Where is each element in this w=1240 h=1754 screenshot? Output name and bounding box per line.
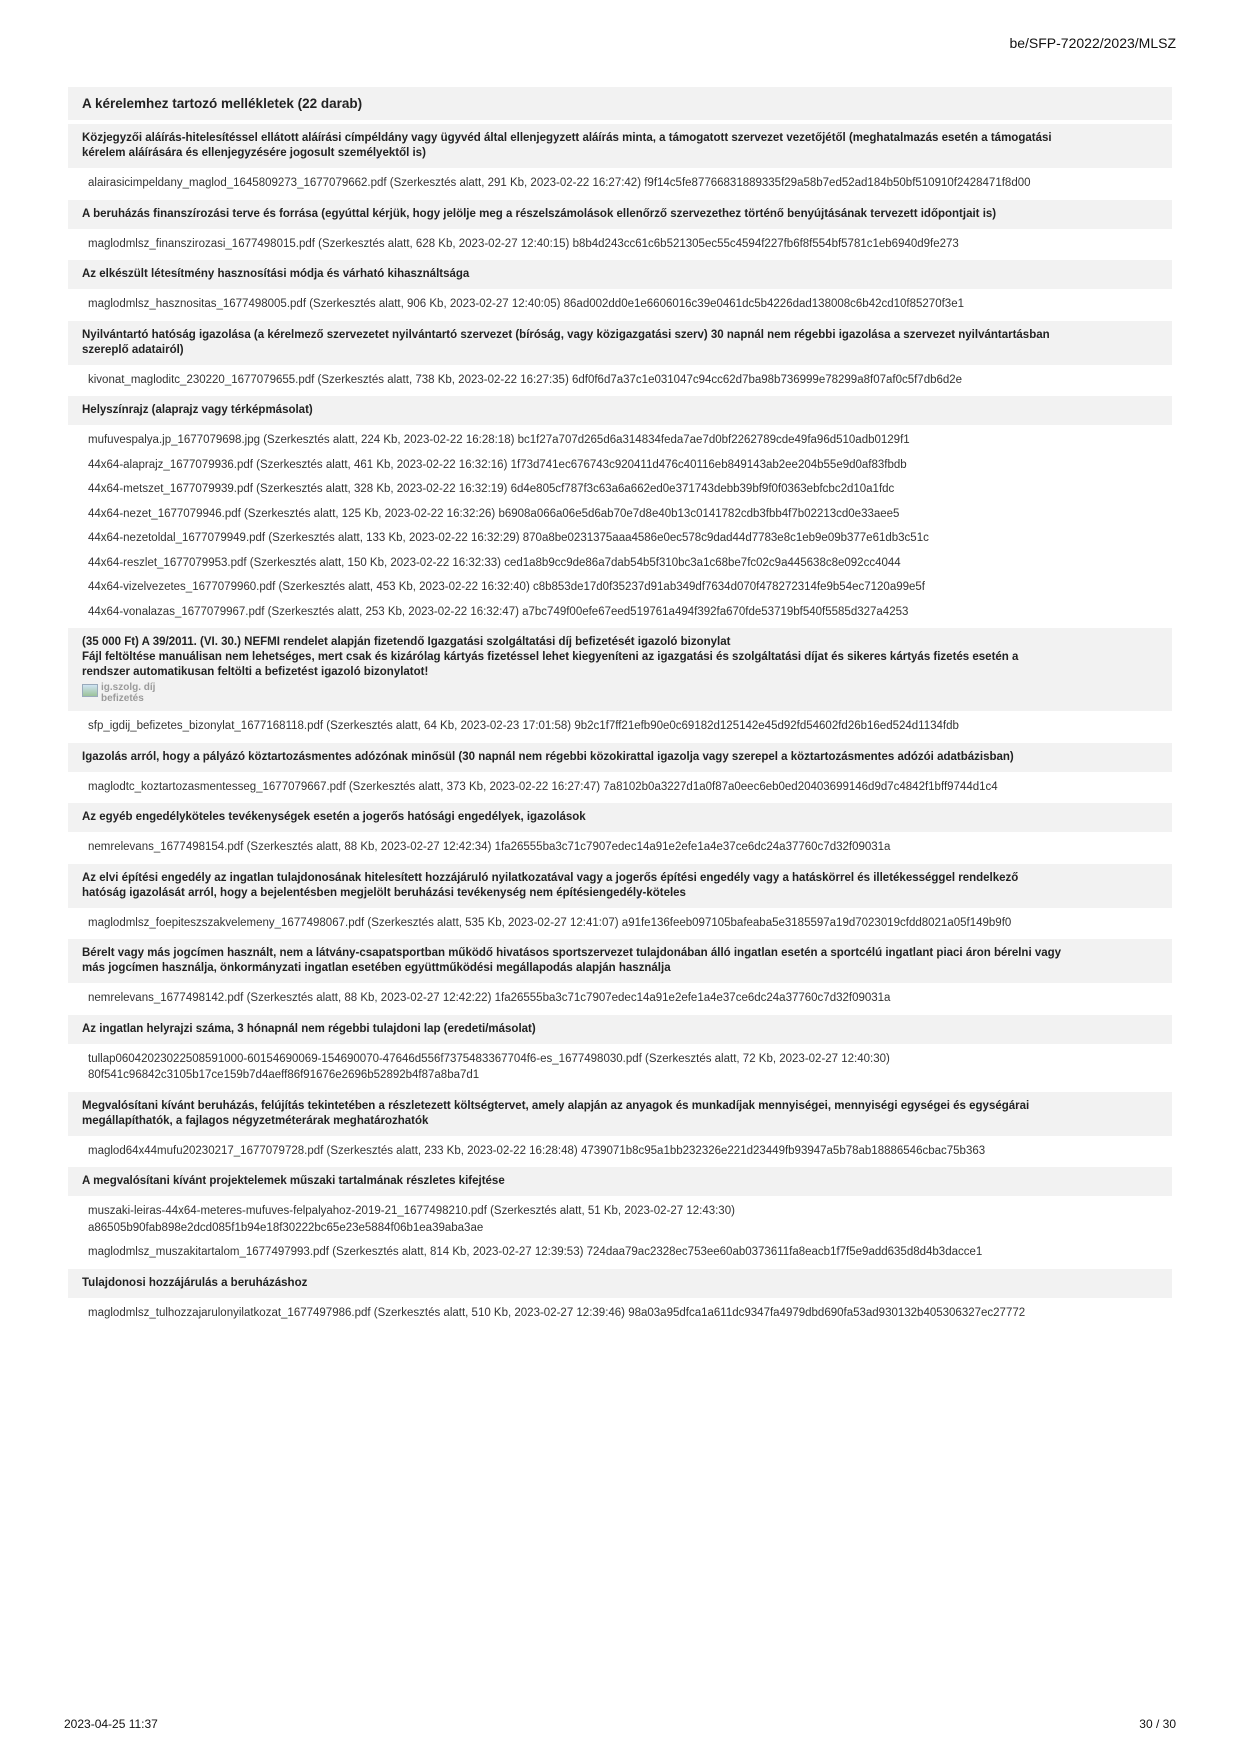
attachment-file	[68, 232, 1172, 257]
attachment-file	[68, 551, 1172, 576]
attachment-file-text: tullap06042023022508591000-60154690069-154690070-47646d556f7375483367704f6-es_1677498030.pdf (Szerkesztés alatt, 72 Kb, 2023-02-27 12:40:30)	[88, 1052, 890, 1065]
attachment-file	[68, 292, 1172, 317]
attachment-file	[68, 428, 1172, 453]
section-heading-line: megállapíthatók, a fajlagos négyzetméterárak meghatározhatók	[82, 1114, 429, 1127]
section-heading-line: kérelem aláírására és ellenjegyzésére jogosult személyektől is)	[82, 147, 426, 159]
attachment-file-text: 44x64-nezet_1677079946.pdf (Szerkesztés alatt, 125 Kb, 2023-02-22 16:32:26) b6908a066a06e5d6ab70e7d8e40b13c0141782cdb3fbb4f7b02213cd0e33aee5	[88, 507, 900, 520]
attachment-file-text: 44x64-vizelvezetes_1677079960.pdf (Szerkesztés alatt, 453 Kb, 2023-02-22 16:32:40) c8b853de17d0f35237d91ab349df7634d070f478272314fe9b54ec7120a99e5f	[88, 581, 925, 593]
attachment-file	[68, 1301, 1172, 1326]
section-heading	[68, 396, 1172, 425]
section-heading	[68, 321, 1172, 365]
attachment-file	[68, 1240, 1172, 1265]
attachment-file-text: nemrelevans_1677498154.pdf (Szerkesztés alatt, 88 Kb, 2023-02-27 12:42:34) 1fa26555ba3c71c7907edec14a91e2efe1a4e37ce6dc24a37760c7d32f09031a	[88, 841, 891, 853]
attachment-file-text: 80f541c96842c3105b17ce159b7d4aeff86f91676e2696b52892b4f87a8ba7d1	[88, 1069, 480, 1081]
attachment-file-text: maglodmlsz_muszakitartalom_1677497993.pdf (Szerkesztés alatt, 814 Kb, 2023-02-27 12:39:53) 724daa79ac2328ec753ee60ab0373611fa8eacb1f7f5e9add635d8d4b3dacce1	[88, 1246, 983, 1258]
attachment-file	[68, 1047, 1172, 1088]
attachment-file-text: 44x64-metszet_1677079939.pdf (Szerkesztés alatt, 328 Kb, 2023-02-22 16:32:19) 6d4e805cf787f3c63a6a662ed0e371743debb39bf9f0f0363ebfcbc2d10a1fdc	[88, 483, 895, 495]
attachment-file-text: 44x64-nezetoldal_1677079949.pdf (Szerkesztés alatt, 133 Kb, 2023-02-22 16:32:29) 870a8be0231375aaa4586e0ec578c9dad44d7783e8c1eb9e09b377e61db3c51c	[88, 532, 929, 544]
section-heading-line: A megvalósítani kívánt projektelemek műszaki tartalmának részletes kifejtése	[82, 1175, 505, 1187]
attachments-title: A kérelemhez tartozó mellékletek (22 darab)	[68, 87, 1172, 120]
section-heading-line: (35 000 Ft) A 39/2011. (VI. 30.) NEFMI rendelet alapján fizetendő Igazgatási szolgáltatási díj befizetését igazoló bizonylat	[82, 636, 731, 648]
attachment-file	[68, 1199, 1172, 1240]
attachment-file-text: 44x64-alaprajz_1677079936.pdf (Szerkesztés alatt, 461 Kb, 2023-02-22 16:32:16) 1f73d741ec676743c920411d476c40116eb849143ab2ee204b55e9d0af83fbdb	[88, 458, 907, 471]
section-heading	[68, 743, 1172, 772]
section-heading	[68, 200, 1172, 229]
attachment-file-text: alairasicimpeldany_maglod_1645809273_1677079662.pdf (Szerkesztés alatt, 291 Kb, 2023-02-22 16:27:42) f9f14c5fe87766831889335f29a58b7ed52ad184b50bf510910f2428471f8d00	[88, 177, 1031, 189]
broken-image-icon	[82, 684, 98, 697]
section-heading-line: Megvalósítani kívánt beruházás, felújítás tekintetében a részletezett költségtervet, amely alapján az anyagok és munkadíjak mennyiségei, mennyiségi egységei és egységárai	[82, 1099, 1030, 1112]
section-heading	[68, 1269, 1172, 1298]
attachment-file-text: maglodmlsz_finanszirozasi_1677498015.pdf (Szerkesztés alatt, 628 Kb, 2023-02-27 12:40:15) b8b4d243cc61c6b521305ec55c4594f227fb6f8f554bf5781c1eb6940d9fe273	[88, 237, 959, 250]
attachment-file-text: mufuvespalya.jp_1677079698.jpg (Szerkesztés alatt, 224 Kb, 2023-02-22 16:28:18) bc1f27a707d265d6a314834feda7ae7d0bf2262789cde49fa96d510adb0129f1	[88, 434, 910, 446]
attachment-file	[68, 575, 1172, 600]
attachments-list	[68, 87, 1172, 1325]
section-heading	[68, 864, 1172, 908]
attachment-file-text: a86505b90fab898e2dcd085f1b94e18f30222bc65e23e5884f06b1ea39aba3ae	[88, 1221, 484, 1234]
image-alt-text: befizetés	[101, 693, 144, 704]
attachment-file-text: kivonat_magloditc_230220_1677079655.pdf (Szerkesztés alatt, 738 Kb, 2023-02-22 16:27:35) 6df0f6d7a37c1e031047c94cc62d7ba98b736999e78299a8f07af0c5f7db6d2e	[88, 373, 963, 386]
attachment-file	[68, 171, 1172, 196]
section-heading	[68, 124, 1172, 168]
attachment-file	[68, 775, 1172, 800]
section-heading	[68, 1015, 1172, 1044]
section-heading-line: Helyszínrajz (alaprajz vagy térképmásolat)	[82, 404, 313, 416]
attachment-file	[68, 911, 1172, 936]
section-heading-line: Bérelt vagy más jogcímen használt, nem a látvány-csapatsportban működő hivatásos sportszervezet tulajdonában álló ingatlan esetén a sportcélú ingatlant piaci áron bérelni vagy	[82, 947, 1062, 959]
attachment-file	[68, 835, 1172, 860]
attachment-file-text: maglodmlsz_foepiteszszakvelemeny_1677498067.pdf (Szerkesztés alatt, 535 Kb, 2023-02-27 12:41:07) a91fe136feeb097105bafeaba5e3185597a19d7023019cfdd8021a05f149b9f0	[88, 916, 1012, 929]
attachment-file-text: muszaki-leiras-44x64-meteres-mufuves-felpalyahoz-2019-21_1677498210.pdf (Szerkesztés alatt, 51 Kb, 2023-02-27 12:43:30)	[88, 1205, 735, 1217]
attachment-file-text: 44x64-reszlet_1677079953.pdf (Szerkesztés alatt, 150 Kb, 2023-02-22 16:32:33) ced1a8b9cc9de86a7dab54b5f310bc3a1c68be7fc02c9a445638c8e092cc4044	[88, 556, 901, 569]
attachment-file-text: nemrelevans_1677498142.pdf (Szerkesztés alatt, 88 Kb, 2023-02-27 12:42:22) 1fa26555ba3c71c7907edec14a91e2efe1a4e37ce6dc24a37760c7d32f09031a	[88, 992, 891, 1004]
attachment-file	[68, 368, 1172, 393]
section-heading-line: Igazolás arról, hogy a pályázó köztartozásmentes adózónak minősül (30 napnál nem régebbi közokirattal igazolja vagy szerepel a köztartozásmentes adózói adatbázisban)	[82, 750, 1014, 763]
section-heading	[68, 1167, 1172, 1196]
section-heading	[68, 628, 1172, 711]
section-heading-line: szereplő adatairól)	[82, 343, 184, 356]
section-heading	[68, 939, 1172, 983]
section-heading-line: Az egyéb engedélyköteles tevékenységek esetén a jogerős hatósági engedélyek, igazolások	[82, 811, 586, 823]
attachment-file-text: maglod64x44mufu20230217_1677079728.pdf (Szerkesztés alatt, 233 Kb, 2023-02-22 16:28:48) 4739071b8c95a1bb232326e221d23449fb93947a5b78ab18886546cbac75b363	[88, 1144, 986, 1157]
attachment-file	[68, 453, 1172, 478]
attachment-file-text: maglodtc_koztartozasmentesseg_1677079667.pdf (Szerkesztés alatt, 373 Kb, 2023-02-22 16:27:47) 7a8102b0a3227d1a0f87a0eec6eb0ed20403699146d9d7c4842f1bff9744d1c4	[88, 780, 998, 793]
image-alt-text: ig.szolg. díj	[101, 682, 156, 693]
attachment-file	[68, 477, 1172, 502]
attachment-file-text: sfp_igdij_befizetes_bizonylat_1677168118.pdf (Szerkesztés alatt, 64 Kb, 2023-02-23 17:01:58) 9b2c1f7ff21efb90e0c69182d125142e45d92fd54602fd26b16ed524d1134fdb	[88, 720, 959, 732]
attachment-file	[68, 526, 1172, 551]
document-reference: be/SFP-72022/2023/MLSZ	[1009, 35, 1176, 51]
section-heading-line: Tulajdonosi hozzájárulás a beruházáshoz	[82, 1276, 308, 1289]
section-heading-line: rendszer automatikusan feltölti a befizetést igazoló bizonylatot!	[82, 666, 429, 678]
attachment-file	[68, 600, 1172, 625]
attachment-file	[68, 1139, 1172, 1164]
section-heading	[68, 260, 1172, 289]
footer-timestamp: 2023-04-25 11:37	[64, 1717, 158, 1731]
section-heading-line: Az elkészült létesítmény hasznosítási módja és várható kihasználtsága	[82, 268, 470, 280]
section-heading-line: Az ingatlan helyrajzi száma, 3 hónapnál nem régebbi tulajdoni lap (eredeti/másolat)	[82, 1022, 536, 1035]
attachment-file-text: 44x64-vonalazas_1677079967.pdf (Szerkesztés alatt, 253 Kb, 2023-02-22 16:32:47) a7bc749f00efe67eed519761a494f392fa670fde53719bf540f5585d327a4253	[88, 605, 909, 618]
attachment-file-text: maglodmlsz_hasznositas_1677498005.pdf (Szerkesztés alatt, 906 Kb, 2023-02-27 12:40:05) 86ad002dd0e1e6606016c39e0461dc5b4226dad138008c6b42cd10f85270f3e1	[88, 298, 964, 310]
attachment-file-text: maglodmlsz_tulhozzajarulonyilatkozat_1677497986.pdf (Szerkesztés alatt, 510 Kb, 2023-02-27 12:39:46) 98a03a95dfca1a611dc9347fa4979dbd690fa53ad930132b405306327ec27772	[88, 1306, 1026, 1319]
section-heading-line: más jogcímen használja, önkormányzati ingatlan esetében együttműködési megállapodás alapján használja	[82, 962, 671, 974]
payment-image-placeholder	[82, 682, 1158, 704]
section-heading-line: Fájl feltöltése manuálisan nem lehetséges, mert csak és kizárólag kártyás fizetéssel lehet kiegyeníteni az igazgatási és szolgáltatási díjat és sikeres kártyás fizetés esetén a	[82, 651, 1019, 663]
section-heading-line: Közjegyzői aláírás-hitelesítéssel ellátott aláírási címpéldány vagy ügyvéd által ellenjegyzett aláírás minta, a támogatott szervezet vezetőjétől (meghatalmazás esetén a támogatási	[82, 132, 1052, 144]
section-heading-line: Az elvi építési engedély az ingatlan tulajdonosának hitelesített hozzájáruló nyilatkozatával vagy a jogerős építési engedély vagy a hatáskörrel és illetékességgel rendelkező	[82, 871, 1019, 884]
section-heading-line: A beruházás finanszírozási terve és forrása (egyúttal kérjük, hogy jelölje meg a részelszámolások ellenőrző szervezethez történő benyújtásának tervezett időpontjait is)	[82, 207, 997, 220]
section-heading-line: Nyilvántartó hatóság igazolása (a kérelmező szervezetet nyilvántartó szervezet (bíróság, vagy közigazgatási szerv) 30 napnál nem régebbi igazolása a szervezet nyilvántartásban	[82, 328, 1050, 341]
page-number: 30 / 30	[1139, 1717, 1176, 1731]
section-heading	[68, 1092, 1172, 1136]
section-heading-line: hatóság igazolását arról, hogy a bejelentésben megjelölt beruházási tevékenység nem építésiengedély-köteles	[82, 886, 686, 899]
section-heading	[68, 803, 1172, 832]
attachment-file	[68, 502, 1172, 527]
attachment-file	[68, 986, 1172, 1011]
attachment-file	[68, 714, 1172, 739]
